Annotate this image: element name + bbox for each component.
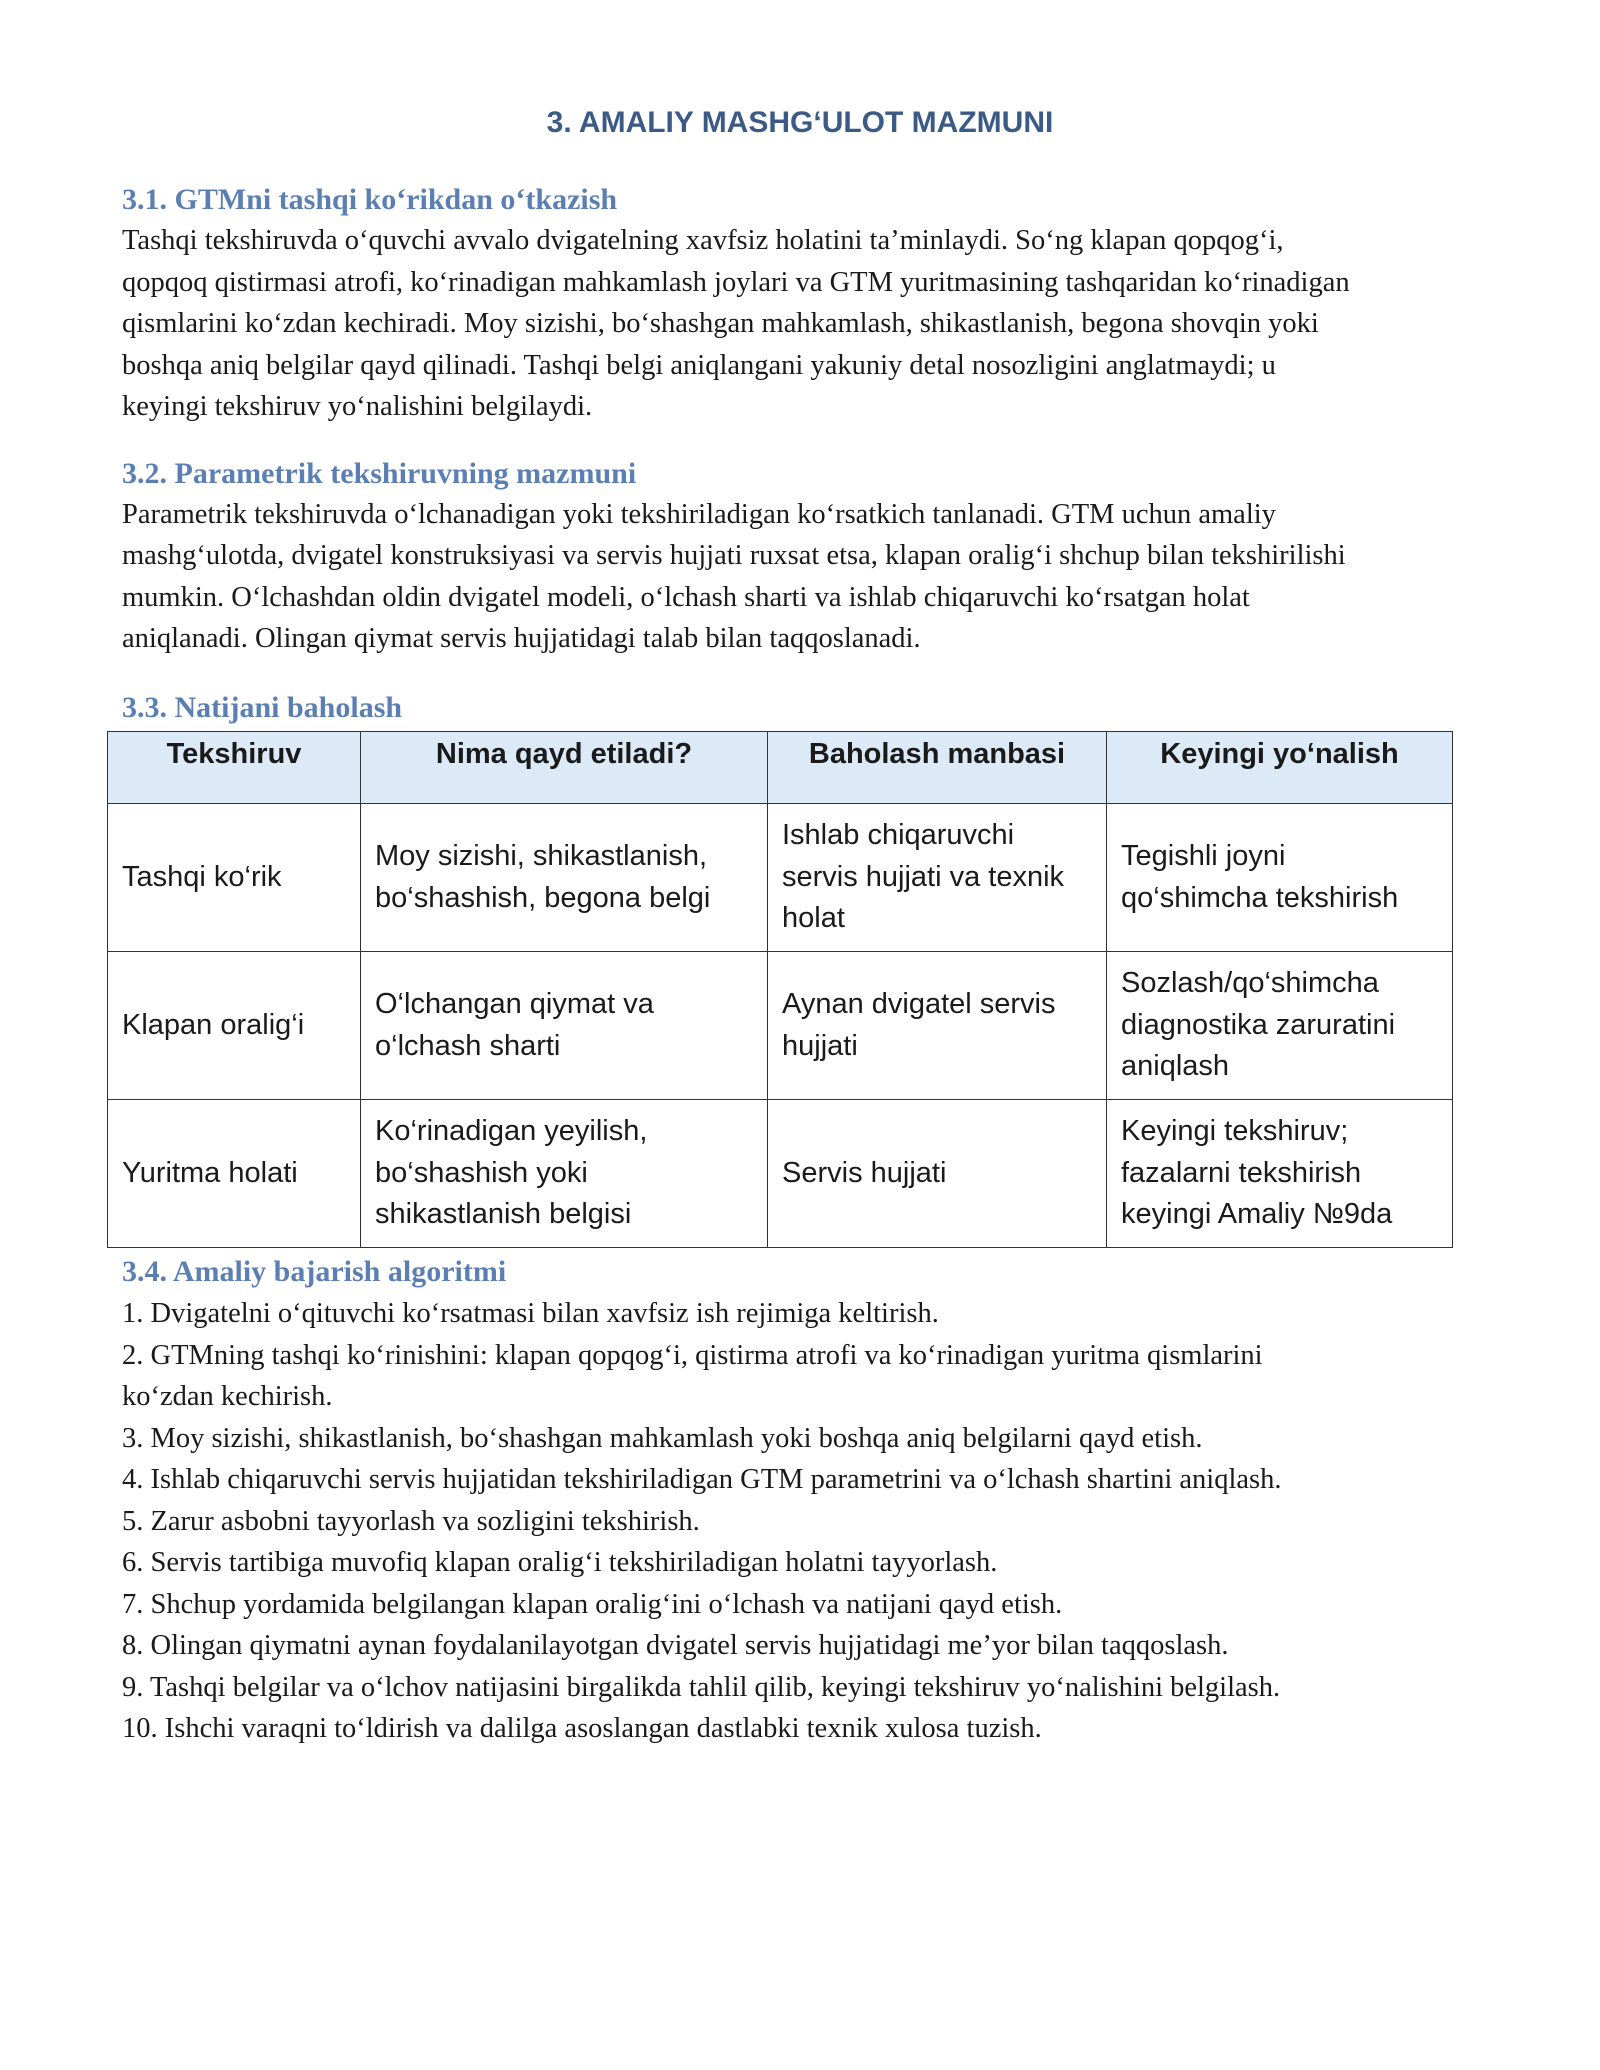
- cell-line: Klapan oralig‘i: [122, 1008, 305, 1041]
- list-item: 8. Olingan qiymatni aynan foydalanilayotgan dvigatel servis hujjatidagi me’yor bilan taqqoslash.: [122, 1630, 1229, 1661]
- cell-line: Servis hujjati: [782, 1156, 947, 1189]
- table-cell: [361, 1100, 768, 1248]
- table-cell: [1107, 804, 1453, 952]
- cell-line: o‘lchash sharti: [375, 1029, 561, 1062]
- cell-line: Sozlash/qo‘shimcha: [1121, 967, 1379, 1000]
- cell-line: qo‘shimcha tekshirish: [1121, 881, 1399, 914]
- list-item: 1. Dvigatelni o‘qituvchi ko‘rsatmasi bilan xavfsiz ish rejimiga keltirish.: [122, 1298, 939, 1329]
- table-header-row: [108, 732, 1453, 804]
- table-row: [108, 952, 1453, 1100]
- cell-line: diagnostika zaruratini: [1121, 1008, 1396, 1041]
- cell-line: hujjati: [782, 1029, 858, 1062]
- paragraph-line: Parametrik tekshiruvda o‘lchanadigan yoki tekshiriladigan ko‘rsatkich tanlanadi. GTM uchun amaliy: [122, 498, 1276, 530]
- list-item: 3. Moy sizishi, shikastlanish, bo‘shashgan mahkamlash yoki boshqa aniq belgilarni qayd etish.: [122, 1422, 1203, 1454]
- cell-line: fazalarni tekshirish: [1121, 1156, 1362, 1189]
- cell-line: holat: [782, 902, 845, 935]
- cell-line: Ishlab chiqaruvchi: [782, 819, 1015, 852]
- paragraph-line: mumkin. O‘lchashdan oldin dvigatel modeli, o‘lchash sharti va ishlab chiqaruvchi ko‘rsatgan holat: [122, 581, 1250, 613]
- list-item: 5. Zarur asbobni tayyorlash va sozligini tekshirish.: [122, 1505, 700, 1537]
- list-item: 2. GTMning tashqi ko‘rinishini: klapan qopqog‘i, qistirma atrofi va ko‘rinadigan yuritma qismlarini: [122, 1339, 1263, 1371]
- cell-line: Tashqi ko‘rik: [122, 860, 282, 893]
- table-cell: [361, 952, 768, 1100]
- paragraph-line: boshqa aniq belgilar qayd qilinadi. Tashqi belgi aniqlangani yakuniy detal nosozligini anglatmaydi; u: [122, 349, 1276, 381]
- cell-line: Keyingi tekshiruv;: [1121, 1115, 1349, 1148]
- list-item: 10. Ishchi varaqni to‘ldirish va dalilga asoslangan dastlabki texnik xulosa tuzish.: [122, 1713, 1042, 1744]
- table-cell: [768, 952, 1107, 1100]
- section-heading-3-1: 3.1. GTMni tashqi ko‘rikdan o‘tkazish: [122, 183, 618, 216]
- paragraph-line: aniqlanadi. Olingan qiymat servis hujjatidagi talab bilan taqqoslanadi.: [122, 623, 921, 654]
- paragraph-line: mashg‘ulotda, dvigatel konstruksiyasi va servis hujjati ruxsat etsa, klapan oralig‘i shchup bilan tekshirilishi: [122, 540, 1346, 571]
- list-item: 7. Shchup yordamida belgilangan klapan oralig‘ini o‘lchash va natijani qayd etish.: [122, 1588, 1063, 1620]
- cell-line: Yuritma holati: [122, 1156, 298, 1189]
- paragraph-line: Tashqi tekshiruvda o‘quvchi avvalo dvigatelning xavfsiz holatini ta’minlaydi. So‘ng klapan qopqog‘i,: [122, 225, 1284, 256]
- cell-line: bo‘shashish, begona belgi: [375, 881, 711, 914]
- table-row: [108, 1100, 1453, 1248]
- table-cell: [108, 952, 361, 1100]
- section-3-2-paragraph: [122, 494, 1482, 660]
- cell-line: Aynan dvigatel servis: [782, 988, 1056, 1020]
- paragraph-line: keyingi tekshiruv yo‘nalishini belgilaydi.: [122, 391, 593, 422]
- cell-line: keyingi Amaliy №9da: [1121, 1198, 1393, 1231]
- cell-line: Ko‘rinadigan yeyilish,: [375, 1115, 648, 1148]
- table-cell: [108, 804, 361, 952]
- table-cell: [108, 1100, 361, 1248]
- section-3-1-paragraph: [122, 220, 1482, 428]
- paragraph-line: qopqoq qistirmasi atrofi, ko‘rinadigan mahkamlash joylari va GTM yuritmasining tashqaridan ko‘rinadigan: [122, 266, 1350, 298]
- cell-line: aniqlash: [1121, 1050, 1230, 1083]
- list-item: 4. Ishlab chiqaruvchi servis hujjatidan tekshiriladigan GTM parametrini va o‘lchash shartini aniqlash.: [122, 1464, 1282, 1495]
- table-cell: [768, 804, 1107, 952]
- sections-1-2: [122, 180, 1482, 660]
- cell-line: shikastlanish belgisi: [375, 1198, 632, 1231]
- paragraph-line: qismlarini ko‘zdan kechiradi. Moy sizishi, bo‘shashgan mahkamlash, shikastlanish, begona shovqin yoki: [122, 308, 1319, 339]
- section-heading-3-2: 3.2. Parametrik tekshiruvning mazmuni: [122, 456, 637, 490]
- table-cell: [1107, 1100, 1453, 1248]
- table-cell: [1107, 952, 1453, 1100]
- cell-line: Tegishli joyni: [1121, 840, 1286, 872]
- cell-line: O‘lchangan qiymat va: [375, 988, 654, 1020]
- table-cell: [768, 1100, 1107, 1248]
- page-title: 3. AMALIY MASHG‘ULOT MAZMUNI: [546, 106, 1054, 139]
- cell-line: Moy sizishi, shikastlanish,: [375, 840, 707, 872]
- column-header: Nima qayd etiladi?: [361, 732, 768, 804]
- table-cell: [361, 804, 768, 952]
- cell-line: bo‘shashish yoki: [375, 1156, 588, 1189]
- column-header: Tekshiruv: [108, 732, 361, 804]
- column-header: Baholash manbasi: [768, 732, 1107, 804]
- evaluation-table: [107, 731, 1453, 1248]
- cell-line: servis hujjati va texnik: [782, 860, 1065, 893]
- section-heading-3-4: 3.4. Amaliy bajarish algoritmi: [122, 1255, 507, 1288]
- list-item: 9. Tashqi belgilar va o‘lchov natijasini birgalikda tahlil qilib, keyingi tekshiruv yo‘nalishini belgilash.: [122, 1671, 1281, 1703]
- algorithm-steps: [122, 1293, 1482, 1750]
- list-item: ko‘zdan kechirish.: [122, 1381, 333, 1412]
- section-heading-3-3: 3.3. Natijani baholash: [122, 691, 403, 724]
- table-row: [108, 804, 1453, 952]
- list-item: 6. Servis tartibiga muvofiq klapan oralig‘i tekshiriladigan holatni tayyorlash.: [122, 1547, 998, 1578]
- column-header: Keyingi yo‘nalish: [1107, 732, 1453, 804]
